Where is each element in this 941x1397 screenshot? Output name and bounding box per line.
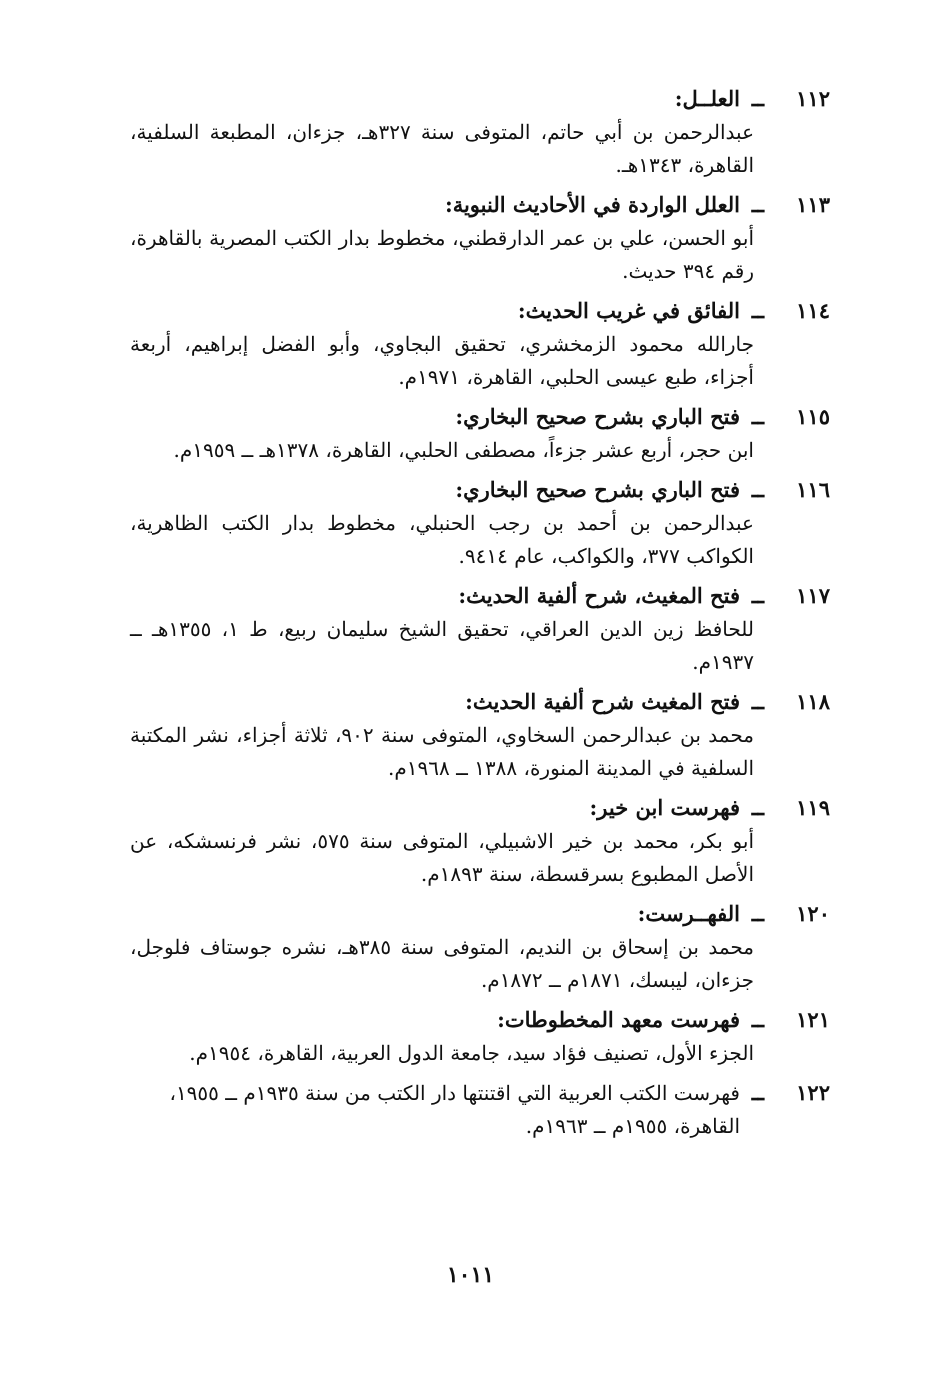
entry-dash: ــ bbox=[751, 404, 764, 429]
entry-title: الفائق في غريب الحديث: bbox=[517, 298, 740, 323]
entry-body: أبو الحسن، علي بن عمر الدارقطني، مخطوط بدار الكتب المصرية بالقاهرة، رقم ٣٩٤ حديث. bbox=[130, 226, 754, 283]
entry-number: ١١٧ bbox=[796, 583, 830, 608]
entry-number: ١٢٢ bbox=[796, 1080, 830, 1105]
entry-113 bbox=[130, 188, 830, 288]
entry-title: فهرست الكتب العربية التي اقتنتها دار الكتب من سنة ١٩٣٥م ــ ١٩٥٥، القاهرة، ١٩٥٥م ــ ١٩٦٣م. bbox=[169, 1081, 740, 1138]
entry-title: فتح المغيث شرح ألفية الحديث: bbox=[465, 689, 740, 714]
entry-dash: ــ bbox=[751, 689, 764, 714]
entry-title: فهرست ابن خير: bbox=[589, 795, 740, 820]
entry-heading bbox=[130, 579, 830, 613]
entry-dash: ــ bbox=[751, 1080, 764, 1105]
entry-dash: ــ bbox=[751, 192, 764, 217]
entry-dash: ــ bbox=[751, 1007, 764, 1032]
entry-body: جارالله محمود الزمخشري، تحقيق البجاوي، وأبو الفضل إبراهيم، أربعة أجزاء، طبع عيسى الحلبي، القاهرة، ١٩٧١م. bbox=[130, 332, 754, 389]
entry-120 bbox=[130, 897, 830, 997]
entry-heading bbox=[130, 1076, 830, 1143]
entry-title: فتح الباري بشرح صحيح البخاري: bbox=[455, 404, 740, 429]
entry-title: فتح الباري بشرح صحيح البخاري: bbox=[455, 477, 740, 502]
entry-118 bbox=[130, 685, 830, 785]
entry-112 bbox=[130, 82, 830, 182]
entry-title: فتح المغيث، شرح ألفية الحديث: bbox=[458, 583, 740, 608]
entry-117 bbox=[130, 579, 830, 679]
entry-title: فهرست معهد المخطوطات: bbox=[497, 1007, 740, 1032]
entry-title: العلل الواردة في الأحاديث النبوية: bbox=[444, 192, 740, 217]
entry-heading bbox=[130, 294, 830, 328]
entry-dash: ــ bbox=[751, 298, 764, 323]
entry-body: للحافظ زين الدين العراقي، تحقيق الشيخ سليمان ربيع، ط ١، ١٣٥٥هـ ــ ١٩٣٧م. bbox=[130, 617, 755, 674]
entry-114 bbox=[130, 294, 830, 394]
entry-116 bbox=[130, 473, 830, 573]
entry-heading bbox=[130, 188, 830, 222]
entry-number: ١١٤ bbox=[796, 298, 830, 323]
entry-title: الفهــرست: bbox=[637, 901, 740, 926]
entry-number: ١٢٠ bbox=[796, 901, 830, 926]
entry-heading bbox=[130, 400, 830, 434]
entry-number: ١٢١ bbox=[796, 1007, 830, 1032]
entry-body: ابن حجر، أربع عشر جزءاً، مصطفى الحلبي، القاهرة، ١٣٧٨هـ ــ ١٩٥٩م. bbox=[173, 438, 754, 462]
entry-dash: ــ bbox=[751, 86, 764, 111]
entry-title: العلــل: bbox=[674, 86, 740, 111]
entry-heading bbox=[130, 473, 830, 507]
entry-body: عبدالرحمن بن أبي حاتم، المتوفى سنة ٣٢٧هـ، جزءان، المطبعة السلفية، القاهرة، ١٣٤٣هـ. bbox=[130, 120, 755, 177]
entry-dash: ــ bbox=[751, 901, 764, 926]
entry-body: عبدالرحمن بن أحمد بن رجب الحنبلي، مخطوط بدار الكتب الظاهرية، الكواكب ٣٧٧، والكواكب، عام ٩٤١٤. bbox=[130, 511, 754, 568]
entry-heading bbox=[130, 1003, 830, 1037]
entry-dash: ــ bbox=[751, 795, 764, 820]
page-number: ١٠١١ bbox=[446, 1262, 495, 1288]
entry-number: ١١٩ bbox=[796, 795, 830, 820]
entry-dash: ــ bbox=[751, 477, 764, 502]
entry-119 bbox=[130, 791, 830, 891]
entry-number: ١١٥ bbox=[796, 404, 830, 429]
entry-number: ١١٢ bbox=[796, 86, 830, 111]
entry-121 bbox=[130, 1003, 830, 1070]
entry-heading bbox=[130, 897, 830, 931]
entry-body: محمد بن إسحاق بن النديم، المتوفى سنة ٣٨٥هـ، نشره جوستاف فلوجل، جزءان، ليبسك، ١٨٧١م ــ ١٨٧٢م. bbox=[130, 935, 754, 992]
entry-115 bbox=[130, 400, 830, 467]
entry-heading bbox=[130, 791, 830, 825]
entry-body: أبو بكر، محمد بن خير الاشبيلي، المتوفى سنة ٥٧٥، نشر فرنسشكه، عن الأصل المطبوع بسرقسطة، سنة ١٨٩٣م. bbox=[130, 829, 754, 886]
entry-body: محمد بن عبدالرحمن السخاوي، المتوفى سنة ٩٠٢، ثلاثة أجزاء، نشر المكتبة السلفية في المدينة المنورة، ١٣٨٨ ــ ١٩٦٨م. bbox=[130, 723, 754, 780]
entry-heading bbox=[130, 685, 830, 719]
entry-body: الجزء الأول، تصنيف فؤاد سيد، جامعة الدول العربية، القاهرة، ١٩٥٤م. bbox=[189, 1041, 754, 1065]
entry-number: ١١٨ bbox=[796, 689, 830, 714]
bibliography-list bbox=[130, 82, 830, 1149]
entry-number: ١١٣ bbox=[796, 192, 830, 217]
entry-dash: ــ bbox=[751, 583, 764, 608]
entry-122 bbox=[130, 1076, 830, 1143]
entry-number: ١١٦ bbox=[796, 477, 830, 502]
entry-heading bbox=[130, 82, 830, 116]
